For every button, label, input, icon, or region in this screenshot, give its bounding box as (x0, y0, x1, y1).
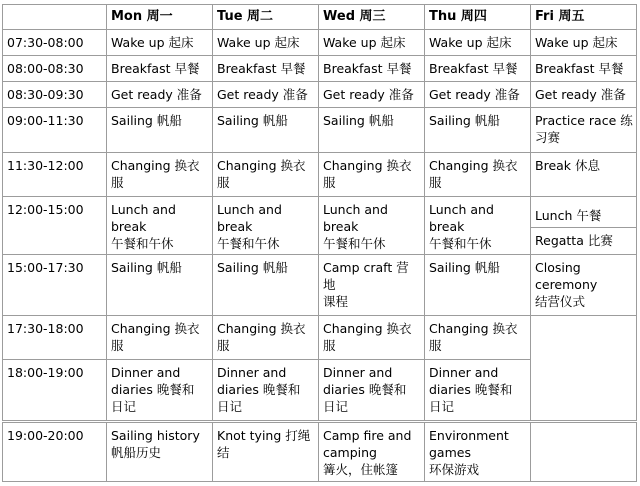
schedule-row (3, 30, 637, 56)
activity-cell: Changing 换衣 服 (107, 316, 213, 360)
schedule-row (3, 255, 637, 316)
schedule-row (3, 422, 637, 482)
day-header-mon: Mon 周一 (107, 5, 213, 30)
time-cell: 12:00-15:00 (3, 197, 107, 255)
header-row (3, 5, 637, 30)
activity-cell: Practice race 练 习赛 (531, 108, 637, 153)
activity-cell: Changing 换衣 服 (213, 153, 319, 197)
day-header-fri: Fri 周五 (531, 5, 637, 30)
time-cell: 19:00-20:00 (3, 422, 107, 482)
activity-cell: Closing ceremony 结营仪式 (531, 255, 637, 316)
day-header-thu: Thu 周四 (425, 5, 531, 30)
activity-cell: Lunch and break 午餐和午休 (425, 197, 531, 255)
schedule-row (3, 316, 637, 360)
activity-cell: Sailing 帆船 (213, 108, 319, 153)
activity-cell: Lunch 午餐 (531, 197, 637, 228)
activity-cell: Breakfast 早餐 (107, 56, 213, 82)
activity-cell: Lunch and break 午餐和午休 (107, 197, 213, 255)
activity-cell: Changing 换衣 服 (425, 316, 531, 360)
activity-cell: Get ready 准备 (213, 82, 319, 108)
activity-cell: Sailing 帆船 (213, 255, 319, 316)
activity-cell: Camp fire and camping 篝火，住帐篷 (319, 422, 425, 482)
activity-cell: Get ready 准备 (107, 82, 213, 108)
time-cell: 18:00-19:00 (3, 360, 107, 422)
day-header-tue: Tue 周二 (213, 5, 319, 30)
time-cell: 08:30-09:30 (3, 82, 107, 108)
time-cell: 07:30-08:00 (3, 30, 107, 56)
activity-cell: Sailing 帆船 (107, 108, 213, 153)
activity-cell: Changing 换衣 服 (213, 316, 319, 360)
activity-cell: Get ready 准备 (319, 82, 425, 108)
activity-cell: Dinner and diaries 晚餐和 日记 (319, 360, 425, 422)
schedule-row (3, 108, 637, 153)
activity-cell: Sailing 帆船 (319, 108, 425, 153)
activity-cell: Sailing history 帆船历史 (107, 422, 213, 482)
activity-cell: Get ready 准备 (531, 82, 637, 108)
activity-cell: Breakfast 早餐 (425, 56, 531, 82)
activity-cell: Changing 换衣 服 (107, 153, 213, 197)
time-cell: 15:00-17:30 (3, 255, 107, 316)
schedule-row (3, 82, 637, 108)
time-cell: 09:00-11:30 (3, 108, 107, 153)
activity-cell: Dinner and diaries 晚餐和 日记 (213, 360, 319, 422)
activity-cell: Camp craft 营地 课程 (319, 255, 425, 316)
activity-cell: Break 休息 (531, 153, 637, 197)
activity-cell: Dinner and diaries 晚餐和 日记 (425, 360, 531, 422)
activity-cell: Wake up 起床 (425, 30, 531, 56)
activity-cell: Sailing 帆船 (425, 108, 531, 153)
day-header-wed: Wed 周三 (319, 5, 425, 30)
activity-cell: Lunch and break 午餐和午休 (213, 197, 319, 255)
activity-cell: Breakfast 早餐 (319, 56, 425, 82)
activity-cell: Regatta 比赛 (531, 228, 637, 255)
corner-cell (3, 5, 107, 30)
activity-cell: Get ready 准备 (425, 82, 531, 108)
activity-cell: Wake up 起床 (213, 30, 319, 56)
activity-cell: Sailing 帆船 (425, 255, 531, 316)
time-cell: 08:00-08:30 (3, 56, 107, 82)
activity-cell: Dinner and diaries 晚餐和 日记 (107, 360, 213, 422)
activity-cell: Breakfast 早餐 (531, 56, 637, 82)
schedule-row (3, 56, 637, 82)
activity-cell: Changing 换衣 服 (319, 153, 425, 197)
activity-cell: Knot tying 打绳 结 (213, 422, 319, 482)
activity-cell (531, 422, 637, 482)
activity-cell: Breakfast 早餐 (213, 56, 319, 82)
activity-cell: Changing 换衣 服 (319, 316, 425, 360)
activity-cell: Wake up 起床 (107, 30, 213, 56)
activity-cell (531, 316, 637, 422)
activity-cell: Sailing 帆船 (107, 255, 213, 316)
time-cell: 11:30-12:00 (3, 153, 107, 197)
activity-cell: Lunch and break 午餐和午休 (319, 197, 425, 255)
schedule-table (2, 4, 637, 482)
activity-cell: Changing 换衣 服 (425, 153, 531, 197)
schedule-row (3, 197, 637, 228)
schedule-row (3, 153, 637, 197)
time-cell: 17:30-18:00 (3, 316, 107, 360)
activity-cell: Environment games 环保游戏 (425, 422, 531, 482)
activity-cell: Wake up 起床 (531, 30, 637, 56)
activity-cell: Wake up 起床 (319, 30, 425, 56)
